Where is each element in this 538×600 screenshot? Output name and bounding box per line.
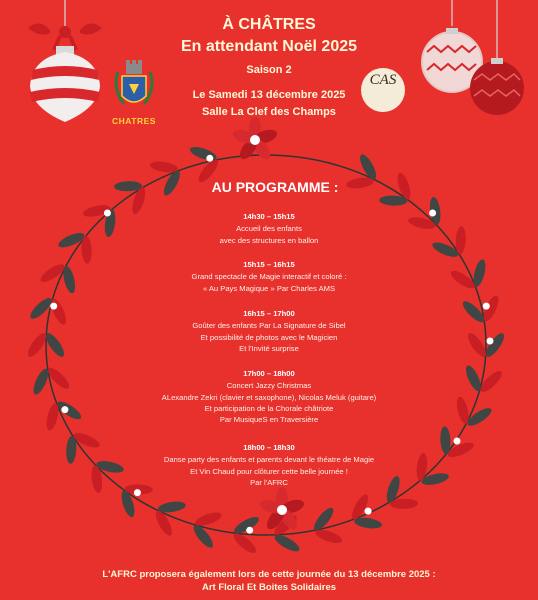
event-date: Le Samedi 13 décembre 2025 [192, 89, 346, 101]
event-subtitle: En attendant Noël 2025 [180, 38, 358, 55]
wreath-berry [487, 338, 494, 345]
wreath-berry [206, 155, 213, 162]
wreath-berry [429, 210, 436, 217]
wreath-leaf [232, 514, 261, 537]
town-logo-label: CHATRES [112, 116, 156, 126]
programme-slot [118, 368, 420, 425]
wreath-leaf [272, 532, 301, 555]
wreath-berry [246, 527, 253, 534]
wreath-berry [454, 438, 461, 445]
slot-line: « Au Pays Magique » Par Charles AMS [202, 283, 336, 293]
footer-announcement: L'AFRC proposera également lors de cette journée du 13 décembre 2025 : [102, 569, 436, 580]
slot-line: Et possibilité de photos avec le Magicien [200, 332, 338, 342]
programme-slot [118, 442, 420, 488]
slot-line: Par MusiqueS en Traversière [219, 415, 319, 425]
wreath-berry [134, 489, 141, 496]
wreath-berry [483, 303, 490, 310]
slot-time: 16h15 – 17h00 [243, 309, 295, 318]
event-venue: Salle La Clef des Champs [202, 106, 336, 118]
slot-line: Et participation de la Chorale châtriote [204, 403, 334, 413]
slot-line: Et Vin Chaud pour clôturer cette belle journée ! [190, 466, 348, 476]
slot-line: avec des structures en ballon [219, 235, 319, 245]
slot-time: 17h00 – 18h00 [243, 369, 295, 378]
wreath-berry [104, 210, 111, 217]
wreath-berry [61, 406, 68, 413]
slot-time: 15h15 – 16h15 [243, 260, 295, 269]
slot-line: Accueil des enfants [236, 224, 302, 234]
slot-line: Par l'AFRC [250, 477, 288, 487]
poinsettia-center [250, 135, 260, 145]
season-label: Saison 2 [246, 64, 292, 76]
programme-title: AU PROGRAMME : [211, 179, 339, 195]
event-title: À CHÂTRES [222, 16, 316, 33]
slot-line: Grand spectacle de Magie interactif et coloré : [191, 272, 347, 282]
programme-slot [118, 308, 420, 354]
footer-highlight: Art Floral Et Boites Solidaires [201, 582, 337, 593]
slot-line: Goûter des enfants Par La Signature de Sibel [192, 321, 346, 331]
poinsettia-center [277, 505, 287, 515]
partner-logo-initials: CAS [369, 72, 397, 88]
wreath-berry [365, 508, 372, 515]
programme-slot [118, 211, 420, 246]
wreath-berry [50, 303, 57, 310]
slot-line: Concert Jazzy Christmas [226, 381, 312, 391]
slot-time: 18h00 – 18h30 [243, 443, 295, 452]
slot-time: 14h30 – 15h15 [243, 212, 295, 221]
slot-line: Danse party des enfants et parents devant le théatre de Magie [163, 455, 375, 465]
slot-line: ALexandre Zekri (clavier et saxophone), Nicolas Meluk (guitare) [161, 392, 377, 402]
slot-line: Et l'Invité surprise [239, 343, 299, 353]
programme-slot [118, 259, 420, 294]
